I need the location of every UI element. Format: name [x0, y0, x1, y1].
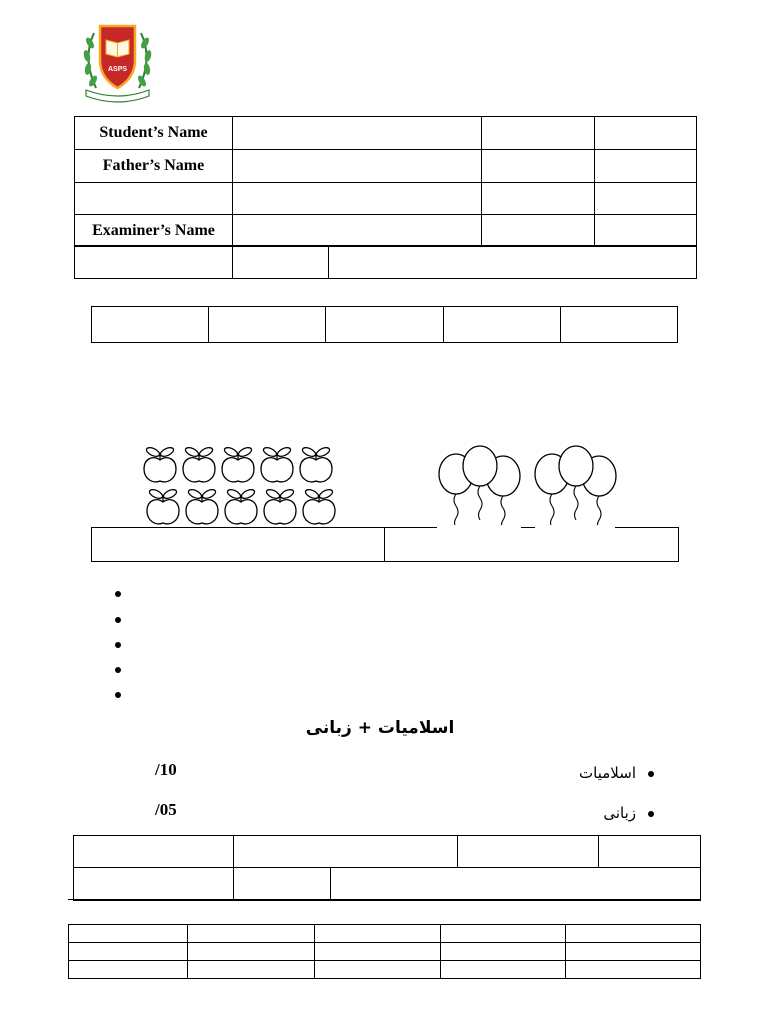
grade-boxes-table — [91, 306, 678, 343]
zabani-marks: /05 — [155, 800, 177, 819]
illustration-answer-table — [91, 527, 679, 562]
apple-icon — [183, 446, 215, 482]
student-name-field[interactable] — [233, 117, 482, 150]
zabani-label: زبانی — [603, 804, 636, 822]
father-name-field[interactable] — [233, 150, 482, 183]
bullet-point — [648, 771, 654, 777]
school-crest-icon — [80, 18, 155, 103]
school-logo — [80, 18, 155, 103]
islamiat-label: اسلامیات — [579, 764, 636, 782]
apple-icon — [225, 488, 257, 524]
second-info-table — [73, 835, 701, 868]
apple-icon — [186, 488, 218, 524]
apple-icon — [144, 446, 176, 482]
bullet-point — [115, 692, 121, 698]
balloons-illustration — [432, 444, 624, 530]
apple-icon — [147, 488, 179, 524]
divider-line — [68, 899, 700, 900]
student-name-label: Student’s Name — [75, 117, 233, 150]
second-info-footer-row — [73, 867, 701, 901]
examiner-name-field[interactable] — [233, 215, 482, 247]
blank-field[interactable] — [233, 183, 482, 215]
bottom-grid-table — [68, 924, 701, 979]
apple-icon — [264, 488, 296, 524]
apple-icon — [261, 446, 293, 482]
logo-text: ASPS — [107, 66, 128, 73]
student-info-footer-row — [74, 245, 697, 279]
bullet-point — [648, 811, 654, 817]
apple-icon — [303, 488, 335, 524]
apples-answer-box[interactable] — [92, 528, 385, 562]
apple-icon — [222, 446, 254, 482]
islamiat-marks: /10 — [155, 760, 177, 779]
bullet-point — [115, 617, 121, 623]
bullet-point — [115, 591, 121, 597]
balloons-answer-box[interactable] — [385, 528, 679, 562]
apple-icon-group — [140, 438, 340, 526]
balloon-icon-group — [432, 444, 624, 530]
student-info-table — [74, 116, 697, 247]
blank-label — [75, 183, 233, 215]
father-name-label: Father’s Name — [75, 150, 233, 183]
apples-illustration — [140, 438, 340, 526]
examiner-name-label: Examiner’s Name — [75, 215, 233, 247]
bullet-point — [115, 667, 121, 673]
bullet-point — [115, 642, 121, 648]
apple-icon — [300, 446, 332, 482]
subject-title: اسلامیات + زبانی — [305, 718, 455, 738]
